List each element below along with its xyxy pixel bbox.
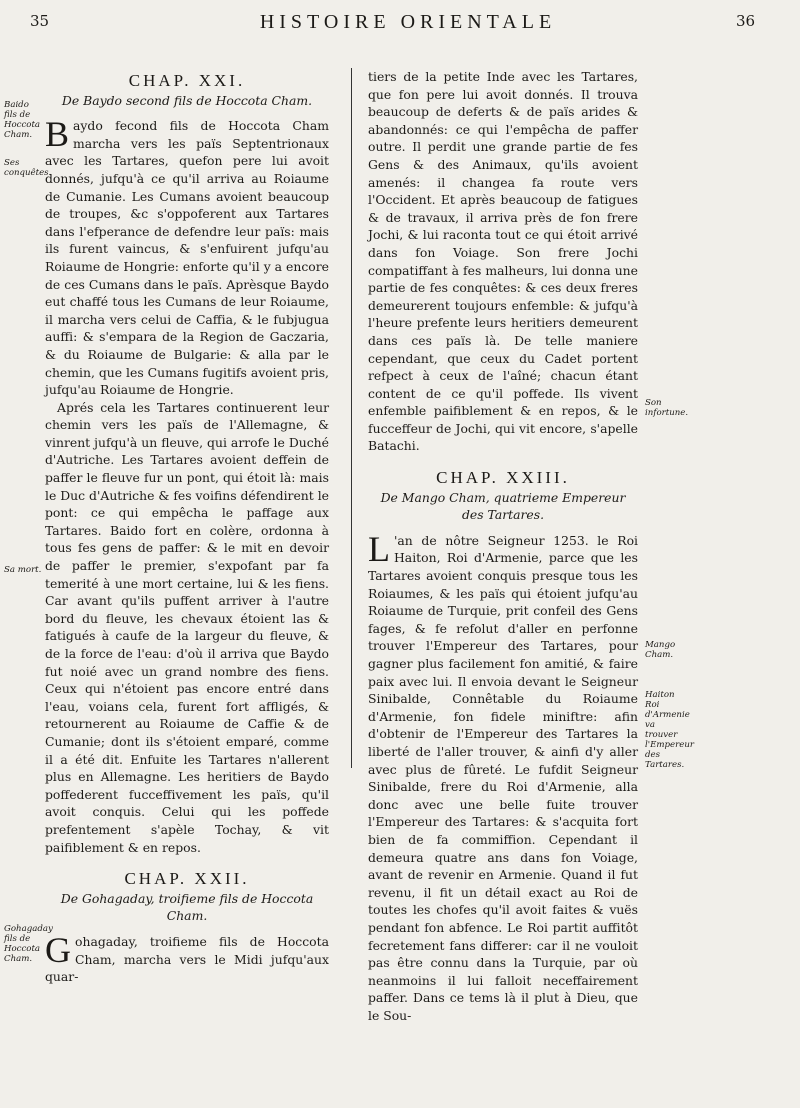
chapter-paragraph xyxy=(45,929,329,986)
drop-cap: B xyxy=(45,114,70,155)
margin-note-conquetes: Ses conquêtes. xyxy=(4,158,52,178)
chapter-heading: CHAP. XXI. xyxy=(128,71,246,90)
margin-note-mort: Sa mort. xyxy=(4,565,42,575)
drop-cap: L xyxy=(368,528,390,569)
paragraph: tiers de la petite Inde avec les Tartares, que fon pere lui avoit donnés. Il trouva beaucoup de deferts & de païs arides & abandonnés: ce qui l'empêcha de paffer outre. Il perdit une grande partie de fes Gens & des Animaux, qu'ils avoient amenés: il changea fa route vers l'Occident. Et après beaucoup de fatigues & de travaux, il arriva près de fon frere Jochi, & lui raconta tout ce qui étoit arrivé dans fon Voiage. Son frere Jochi compatiffant à fes malheurs, lui donna une partie de fes conquêtes: & ces deux freres demeurerent toujours enfemble: & jufqu'à l'heure prefente leurs heritiers demeurent dans ces païs là. De telle maniere cependant, que ceux du Cadet portent refpect à ceux de l'aîné; chacun étant content de ce qu'il poffede. Ils vivent enfemble paifiblement & en repos, & le fucceffeur de Jochi, qui vit encore, s'apelle Batachi. xyxy=(368,69,638,454)
paragraph-text: 'an de nôtre Seigneur 1253. le Roi Haiton, Roi d'Armenie, parce que les Tartares avoient conquis presque tous les Roiaumes, & les païs qui étoient jufqu'au Roiaume de Turquie, prit confeil des Gens fages, & fe refolut d'aller en perfonne trouver l'Empereur des Tartares, pour gagner plus facilement fon amitié, & faire paix avec lui. Il envoia devant le Seigneur Sinibalde, Connêtable du Roiaume d'Armenie, fon fidele miniftre: afin d'obtenir de l'Empereur des Tartares la liberté de l'aller trouver, & ainfi d'y aller avec plus de fûreté. Le fufdit Seigneur Sinibalde, frere du Roi d'Armenie, alla donc avec une belle fuite trouver l'Empereur des Tartares: & s'acquita fort bien de fa commiffion. Cependant il demeura quatre ans dans fon Voiage, avant de revenir en Armenie. Quand il fut revenu, il fit un détail exact au Roi de toutes les chofes qu'il avoit faites & vuës pendant fon abfence. Le Roi partit auffitôt fecretement fans differer: car il ne vouloit pas être connu dans la Turquie, par où neanmoins il lui falloit neceffairement paffer. Dans ce tems là il plut à Dieu, que le Sou- xyxy=(368,532,638,1023)
chapter-heading: CHAP. XXIII. xyxy=(436,468,570,488)
page-number-left: 35 xyxy=(30,12,50,30)
chapter-subtitle: De Baydo second fils de Hoccota Cham. xyxy=(61,92,313,108)
margin-note-mango: Mango Cham. xyxy=(645,640,676,660)
right-column xyxy=(368,68,638,1024)
paragraph: Aprés cela les Tartares continuerent leur chemin vers les païs de l'Allemagne, & vinrent jufqu'à un fleuve, qui arrofe le Duché d'Autriche. Les Tartares avoient deffein de paffer le fleuve fur un pont, qui étoit là: mais le Duc d'Autriche & fes voifins défendirent le pont: ce qui empêcha le paffage aux Tartares. Baido fort en colère, ordonna à tous fes gens de paffer: & le mit en devoir de paffer le premier, s'expofant par fa temerité à une mort certaine, lui & les fiens. Car avant qu'ils puffent arriver à l'autre bord du fleuve, les chevaux étoient las & fatigués à caufe de la largeur du fleuve, & de la force de l'eau: d'où il arriva que Baydo fut noié avec un grand nombre des fiens. Ceux qui n'étoient pas encore entré dans l'eau, voians cela, furent fort affligés, & retournerent au Roiaume de Caffie & de Cumanie; dont ils s'étoient emparé, comme il a été dit. Enfuite les Tartares n'allerent plus en Allemagne. Les heritiers de Baydo poffederent fucceffivement les païs, qu'il avoit conquis. Celui qui les poffede prefentement s'apèle Tochay, & vit paifiblement & en repos. xyxy=(45,399,330,855)
drop-cap: G xyxy=(45,929,71,970)
page-number-right: 36 xyxy=(736,12,756,30)
chapter-subtitle: De Mango Cham, quatrieme Empereur des Tartares. xyxy=(380,489,626,523)
left-column xyxy=(45,68,329,986)
running-title: HISTOIRE ORIENTALE xyxy=(259,11,557,33)
paragraph-text: ohagaday, troifieme fils de Hoccota Cham, marcha vers le Midi jufqu'aux quar- xyxy=(45,933,329,985)
column-divider xyxy=(351,68,352,768)
paragraph-text: aydo fecond fils de Hoccota Cham marcha vers les païs Septentrionaux avec les Tartares, quefon pere lui avoit donnés, jufqu'à ce qu'il arriva au Roiaume de Cumanie. Les Cumans avoient beaucoup de troupes, &c s'oppoferent aux Tartares dans l'efperance de defendre leur païs: mais ils furent vaincus, & s'enfuirent jufqu'au Roiaume de Hongrie: enforte qu'il y a encore de ces Cumans dans le païs. Aprèsque Baydo eut chaffé tous les Cumans de leur Roiaume, il marcha vers celui de Caffia, & le fubjugua auffi: & s'empara de la Region de Gaczaria, & du Roiaume de Bulgarie: & alla par le chemin, que les Cumans fugitifs avoient pris, jufqu'au Roiaume de Hongrie. xyxy=(45,118,329,398)
margin-note-baido: Baido fils de Hoccota Cham. xyxy=(4,100,41,140)
margin-note-haiton: Haiton Roi d'Armenie va trouver l'Empereur des Tartares. xyxy=(645,690,694,770)
margin-note-gohagaday: Gohagaday fils de Hoccota Cham. xyxy=(4,924,53,964)
chapter-heading: CHAP. XXII. xyxy=(124,869,250,889)
chapter-subtitle: De Gohagaday, troifieme fils de Hoccota Cham. xyxy=(60,890,314,924)
chapter-paragraph xyxy=(368,528,638,1025)
margin-note-infortune: Son infortune. xyxy=(645,398,689,418)
chapter-paragraph xyxy=(45,114,329,399)
